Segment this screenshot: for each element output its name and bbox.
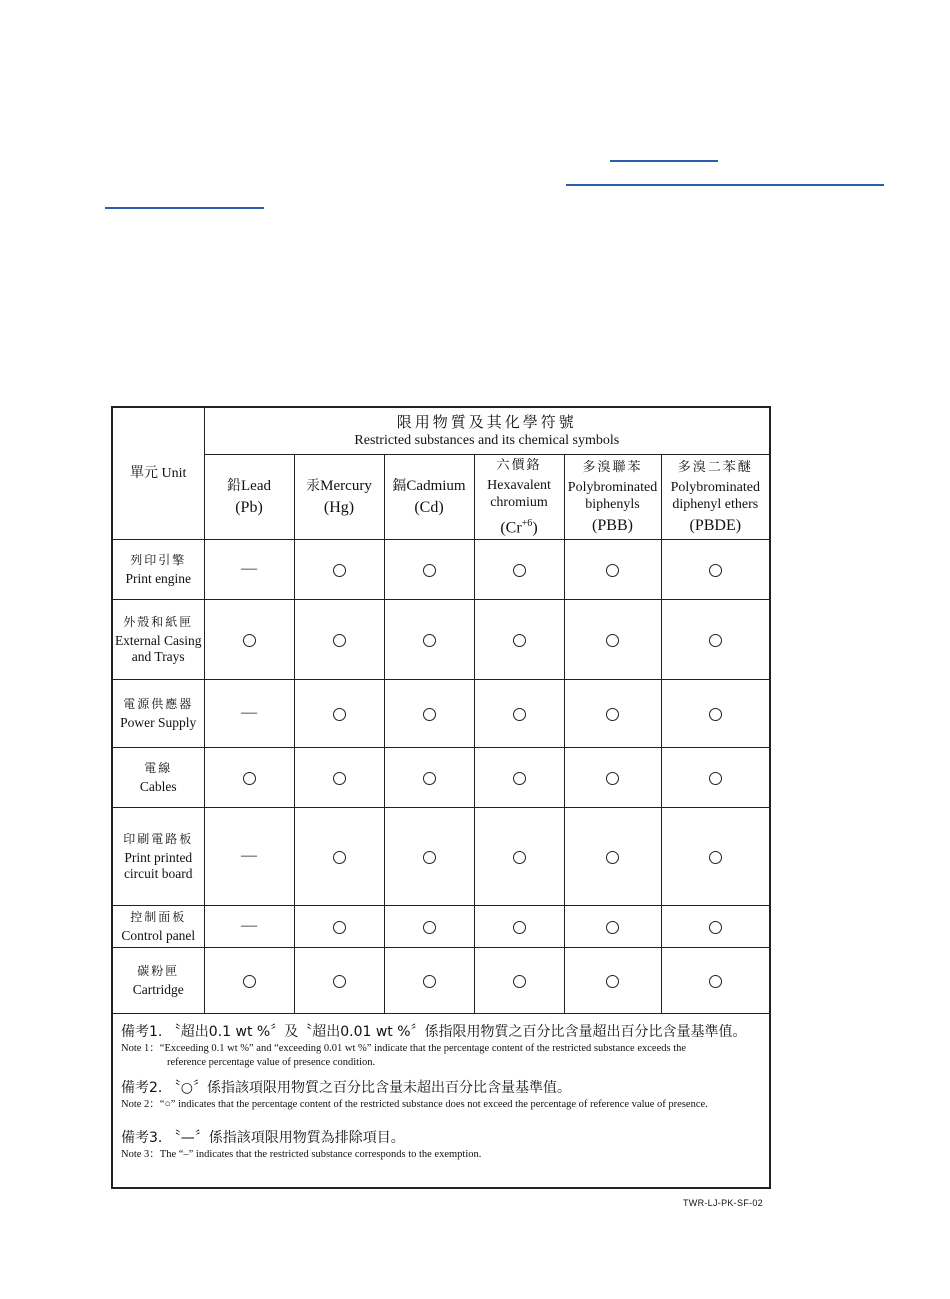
substance-mark-cell xyxy=(474,747,564,807)
component-cell xyxy=(113,599,204,679)
substance-pbde xyxy=(661,454,769,539)
substance-mark-cell xyxy=(294,599,384,679)
circle-mark-icon xyxy=(709,634,722,647)
component-name-zh: 控制面板 xyxy=(130,909,187,924)
circle-mark-icon xyxy=(513,772,526,785)
substance-chromium-symbol: $(Cr^{+6})$ xyxy=(500,517,538,537)
substance-mercury xyxy=(294,454,384,539)
substance-mark-cell xyxy=(564,539,661,599)
component-cell xyxy=(113,905,204,947)
substance-chromium-zh: 六價鉻 xyxy=(496,457,542,473)
substance-mark-cell xyxy=(661,807,769,905)
substance-mark-cell xyxy=(661,905,769,947)
circle-mark-icon xyxy=(333,921,346,934)
substance-mercury-symbol: (Hg) xyxy=(323,498,355,516)
circle-mark-icon xyxy=(243,975,256,988)
substance-mark-cell xyxy=(384,747,474,807)
form-code: TWR-LJ-PK-SF-02 xyxy=(682,1198,763,1208)
circle-mark-icon xyxy=(423,921,436,934)
component-name-en: Print printed circuit board xyxy=(123,849,193,881)
substance-mark-cell xyxy=(294,947,384,1013)
circle-mark-icon xyxy=(709,564,722,577)
component-name-en: Power Supply xyxy=(120,714,197,730)
substance-lead-en: Lead xyxy=(241,477,271,494)
substance-mark-cell xyxy=(661,599,769,679)
table-row xyxy=(113,807,769,905)
component-cell xyxy=(113,807,204,905)
substance-hexavalent-chromium xyxy=(474,454,564,539)
substance-mark-cell xyxy=(294,539,384,599)
substances-header xyxy=(204,408,769,454)
component-name-zh: 碳粉匣 xyxy=(137,963,180,978)
substance-mark-cell xyxy=(294,747,384,807)
circle-mark-icon xyxy=(333,708,346,721)
substance-mark-cell xyxy=(384,947,474,1013)
component-name-zh: 電線 xyxy=(144,760,173,775)
component-name-zh: 列印引擎 xyxy=(130,552,187,567)
substance-mark-cell xyxy=(474,679,564,747)
substance-pbb xyxy=(564,454,661,539)
dash-mark-icon: — xyxy=(241,917,257,934)
substance-mark-cell xyxy=(294,905,384,947)
substance-mark-cell xyxy=(661,947,769,1013)
note-3-en: Note 3：The “–” indicates that the restricted substance corresponds to the exemption. xyxy=(121,1149,482,1160)
component-name-en: External Casing and Trays xyxy=(114,632,202,664)
circle-mark-icon xyxy=(709,851,722,864)
circle-mark-icon xyxy=(333,975,346,988)
circle-mark-icon xyxy=(333,851,346,864)
substance-mark-cell xyxy=(474,599,564,679)
table-row xyxy=(113,679,769,747)
substance-pbde-symbol: (PBDE) xyxy=(689,517,742,534)
component-name-en: Cartridge xyxy=(132,981,184,997)
substance-mark-cell xyxy=(661,539,769,599)
circle-mark-icon xyxy=(513,634,526,647)
substance-mark-cell xyxy=(204,905,294,947)
substance-mark-cell xyxy=(564,599,661,679)
substance-mark-cell xyxy=(384,905,474,947)
substance-mark-cell xyxy=(384,679,474,747)
substance-mark-cell xyxy=(661,747,769,807)
circle-mark-icon xyxy=(709,708,722,721)
substance-lead-symbol: (Pb) xyxy=(235,498,263,516)
substance-pbb-symbol: (PBB) xyxy=(592,517,633,534)
circle-mark-icon xyxy=(513,564,526,577)
unit-label: 單元 Unit xyxy=(130,465,187,481)
component-cell xyxy=(113,947,204,1013)
substances-header-en: Restricted substances and its chemical symbols xyxy=(354,432,620,448)
unit-header xyxy=(113,408,204,539)
note-2-en: Note 2：“○” indicates that the percentage content of the restricted substance does not exceed the percentage of reference value of presence. xyxy=(121,1099,708,1110)
component-cell xyxy=(113,679,204,747)
substance-lead xyxy=(204,454,294,539)
substance-pbde-zh: 多溴二苯醚 xyxy=(677,460,753,475)
circle-mark-icon xyxy=(333,564,346,577)
dash-mark-icon: — xyxy=(241,847,257,864)
circle-mark-icon xyxy=(606,921,619,934)
substance-mark-cell xyxy=(384,539,474,599)
circle-mark-icon xyxy=(606,851,619,864)
notes-section xyxy=(113,1014,769,1162)
substance-mark-cell xyxy=(204,947,294,1013)
substance-mark-cell xyxy=(474,947,564,1013)
dash-mark-icon: — xyxy=(241,560,257,577)
substance-mark-cell xyxy=(204,747,294,807)
component-name-en: Control panel xyxy=(121,927,196,943)
substance-lead-zh: 鉛 xyxy=(227,477,241,494)
component-name-en: Print engine xyxy=(125,570,192,586)
rohs-declaration-sheet xyxy=(111,406,771,1189)
table-row xyxy=(113,905,769,947)
hyperlink-underline-3[interactable] xyxy=(105,207,264,209)
component-name-zh: 印刷電路板 xyxy=(123,831,194,846)
table-row xyxy=(113,599,769,679)
circle-mark-icon xyxy=(423,634,436,647)
component-name-zh: 電源供應器 xyxy=(123,696,194,711)
substance-mark-cell xyxy=(204,539,294,599)
substance-cadmium xyxy=(384,454,474,539)
substance-mark-cell xyxy=(564,947,661,1013)
substance-mark-cell xyxy=(204,679,294,747)
circle-mark-icon xyxy=(423,564,436,577)
substance-pbb-en: Polybrominated biphenyls xyxy=(567,480,658,512)
substance-mark-cell xyxy=(564,905,661,947)
substance-mark-cell xyxy=(204,807,294,905)
circle-mark-icon xyxy=(423,708,436,721)
circle-mark-icon xyxy=(243,634,256,647)
circle-mark-icon xyxy=(423,975,436,988)
hyperlink-underline-1[interactable] xyxy=(610,160,718,162)
component-cell xyxy=(113,747,204,807)
circle-mark-icon xyxy=(709,921,722,934)
circle-mark-icon xyxy=(606,772,619,785)
substance-mark-cell xyxy=(564,679,661,747)
circle-mark-icon xyxy=(513,708,526,721)
note-2-zh: 備考2. 〝○〞係指該項限用物質之百分比含量未超出百分比含量基準值。 xyxy=(121,1080,572,1096)
circle-mark-icon xyxy=(513,975,526,988)
substance-mark-cell xyxy=(564,747,661,807)
circle-mark-icon xyxy=(709,975,722,988)
substance-mark-cell xyxy=(564,807,661,905)
circle-mark-icon xyxy=(606,634,619,647)
circle-mark-icon xyxy=(513,851,526,864)
substance-mark-cell xyxy=(204,599,294,679)
dash-mark-icon: — xyxy=(241,704,257,721)
table-row xyxy=(113,539,769,599)
circle-mark-icon xyxy=(709,772,722,785)
component-name-zh: 外殼和紙匣 xyxy=(123,614,194,629)
substance-cadmium-zh: 鎘 xyxy=(392,477,407,494)
substance-mark-cell xyxy=(384,807,474,905)
note-3-zh: 備考3. 〝—〞係指該項限用物質為排除項目。 xyxy=(121,1130,405,1146)
circle-mark-icon xyxy=(333,634,346,647)
hyperlink-underline-2[interactable] xyxy=(566,184,884,186)
table-row xyxy=(113,747,769,807)
circle-mark-icon xyxy=(606,564,619,577)
substance-cadmium-en: Cadmium xyxy=(406,477,466,494)
note-1-en: Note 1：“Exceeding 0.1 wt %” and “exceeding 0.01 wt %” indicate that the percentage content of the restricted substance exceeds the xyxy=(121,1043,687,1054)
note-1-en-cont: reference percentage value of presence condition. xyxy=(167,1057,376,1068)
substance-mercury-zh: 汞 xyxy=(306,477,321,494)
table-row xyxy=(113,947,769,1013)
substance-pbb-zh: 多溴聯苯 xyxy=(582,460,643,475)
substance-mark-cell xyxy=(474,905,564,947)
substance-mark-cell xyxy=(294,807,384,905)
substance-mark-cell xyxy=(661,679,769,747)
restricted-substances-table xyxy=(113,408,769,1014)
circle-mark-icon xyxy=(333,772,346,785)
circle-mark-icon xyxy=(423,772,436,785)
substance-mark-cell xyxy=(384,599,474,679)
substance-mark-cell xyxy=(294,679,384,747)
substance-cadmium-symbol: (Cd) xyxy=(414,498,444,516)
circle-mark-icon xyxy=(606,708,619,721)
substance-mercury-en: Mercury xyxy=(320,477,372,494)
note-1-zh: 備考1. 〝超出0.1 wt %〞及〝超出0.01 wt %〞係指限用物質之百分比含量超出百分比含量基準值。 xyxy=(121,1024,747,1040)
substances-header-zh: 限用物質及其化學符號 xyxy=(396,412,577,431)
substance-chromium-en: Hexavalent chromium xyxy=(487,477,551,510)
substance-mark-cell xyxy=(474,807,564,905)
substance-pbde-en: Polybrominated diphenyl ethers xyxy=(670,480,760,512)
component-cell xyxy=(113,539,204,599)
substance-mark-cell xyxy=(474,539,564,599)
circle-mark-icon xyxy=(606,975,619,988)
component-name-en: Cables xyxy=(139,778,177,794)
circle-mark-icon xyxy=(243,772,256,785)
circle-mark-icon xyxy=(423,851,436,864)
circle-mark-icon xyxy=(513,921,526,934)
